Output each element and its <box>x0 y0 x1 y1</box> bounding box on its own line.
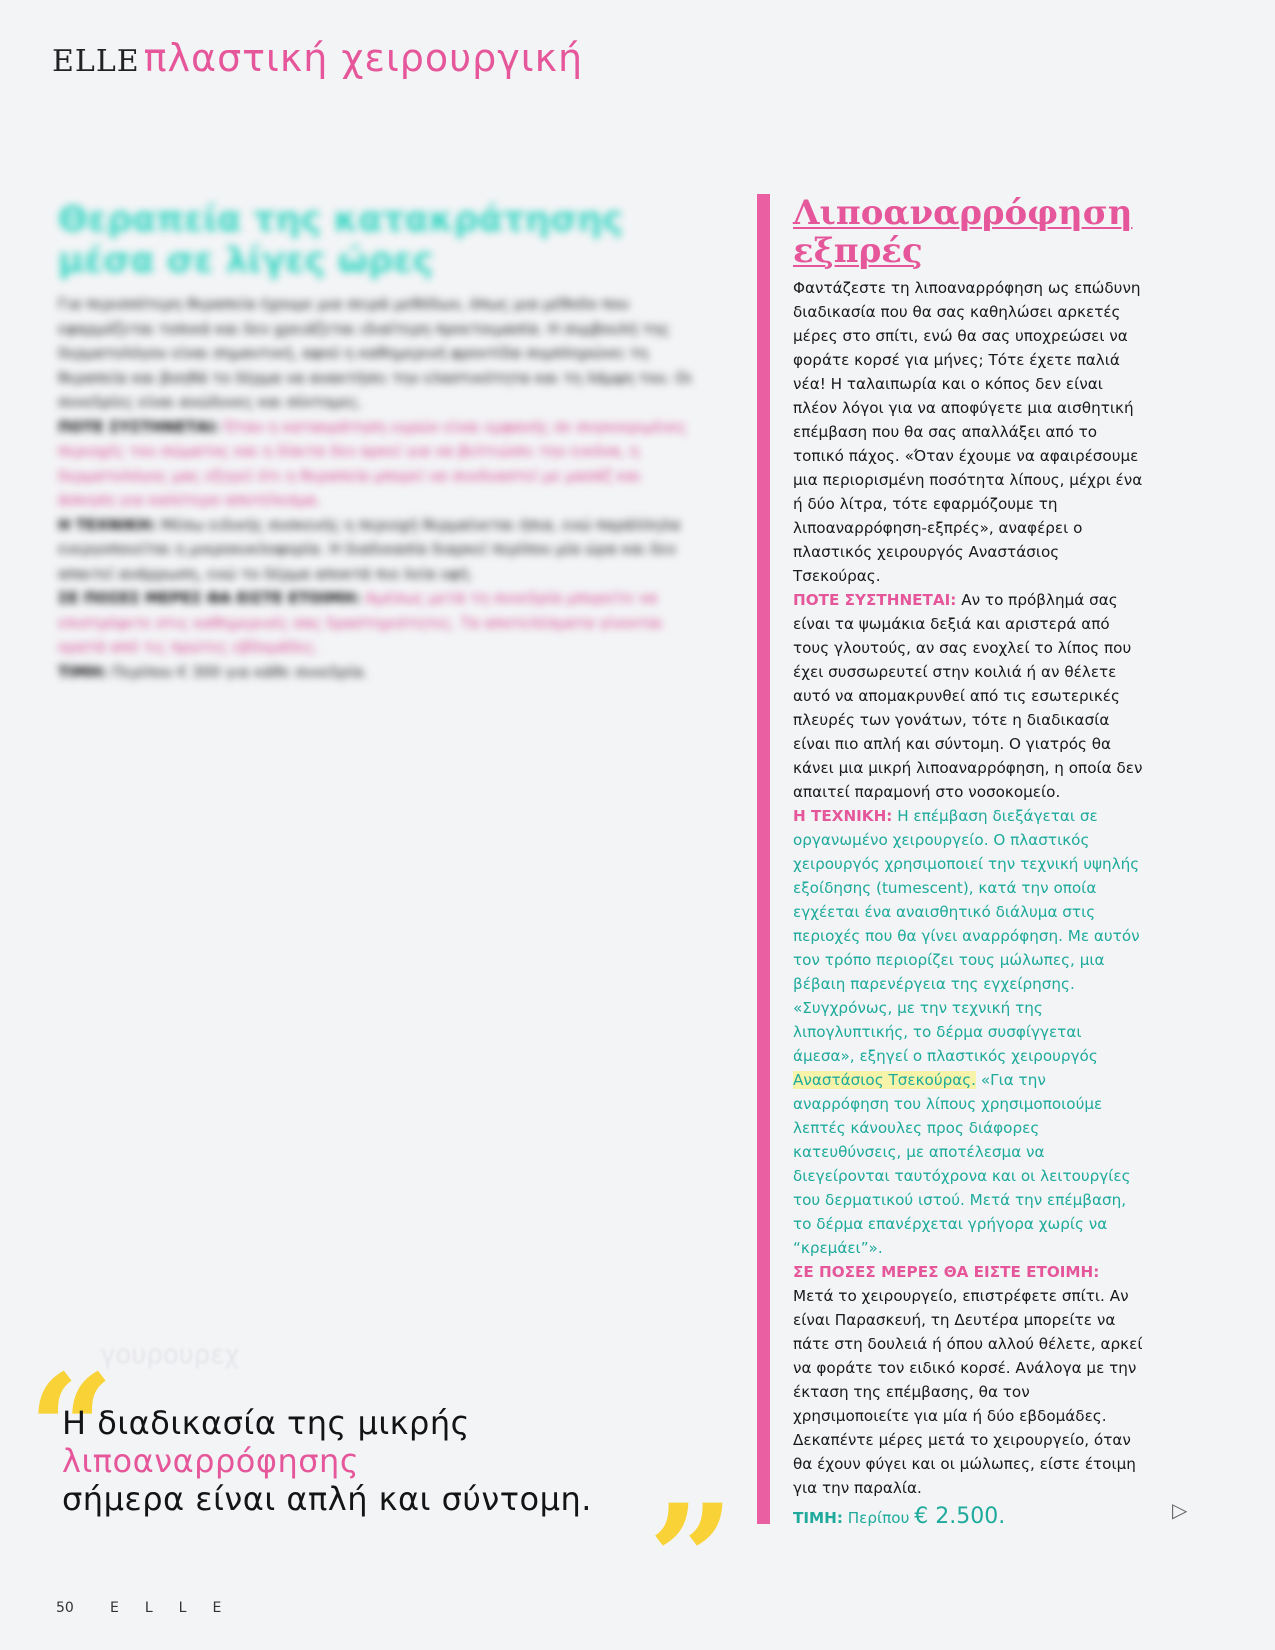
quote-ghost-text: γουρουρεχ <box>100 1340 240 1370</box>
heading-recovery: ΣΕ ΠΟΣΕΣ ΜΕΡΕΣ ΘΑ ΕΙΣΤΕ ΕΤΟΙΜΗ: <box>793 1263 1100 1281</box>
sidebar-section-technique: Η ΤΕΧΝΙΚΗ: Η επέμβαση διεξάγεται σε οργανωμένο χειρουργείο. Ο πλαστικός χειρουργός χρησιμοποιεί την τεχνική υψηλής εξοίδησης (tumescent), κατά την οποία εγχέεται ένα αναισθητικό διάλυμα στις περιοχές που θα γίνει αναρρόφηση. Με αυτόν τον τρόπο περιορίζει τους μώλωπες, μια βέβαιη παρενέργεια της εγχείρησης. «Συγχρόνως, με την τεχνική της λιπογλυπτικής, το δέρμα συσφίγγεται άμεσα», εξηγεί ο πλαστικός χειρουργός Αναστάσιος Τσεκούρας. «Για την αναρρόφηση του λίπους χρησιμοποιούμε λεπτές κάνουλες προς διάφορες κατευθύνσεις, με αποτέλεσμα να διεγείρονται ταυτόχρονα και οι λειτουργίες του δερματικού ιστού. Μετά την επέμβαση, το δέρμα επανέρχεται γρήγορα χωρίς να “κρεμάει”». <box>793 807 1140 1257</box>
pull-quote-line-2: λιποαναρρόφησης <box>62 1442 360 1480</box>
price-line: ΤΙΜΗ: Περίπου € 2.500. <box>793 1504 1006 1529</box>
highlighted-surgeon-name: Αναστάσιος Τσεκούρας. <box>793 1071 976 1089</box>
footer-magazine-name: ELLE <box>110 1600 248 1616</box>
blurred-heading-when: ΠΟΤΕ ΣΥΣΤΗΝΕΤΑΙ: <box>58 417 220 436</box>
magazine-logo: ELLE <box>52 44 140 79</box>
blurred-section-when: ΠΟΤΕ ΣΥΣΤΗΝΕΤΑΙ: Όταν η κατακράτηση υγρών είναι εμφανής σε συγκεκριμένες περιοχές του σώματος και η δίαιτα δεν αρκεί για να βελτιώσει την εικόνα, η δερματολόγος μας εξηγεί ότι η θεραπεία μπορεί να συνδυαστεί με μασάζ και άσκηση για καλύτερο αποτέλεσμα. <box>58 417 687 509</box>
sidebar-article-title <box>793 194 1145 270</box>
heading-technique: Η ΤΕΧΝΙΚΗ: <box>793 807 893 825</box>
blurred-heading-technique: Η ΤΕΧΝΙΚΗ: <box>58 515 157 534</box>
sidebar-title-line-2: εξπρές <box>793 231 923 271</box>
blurred-section-technique: Η ΤΕΧΝΙΚΗ: Μέσω ειδικής συσκευής η περιοχή θερμαίνεται ήπια, ενώ παράλληλα ενεργοποιείται η μικροκυκλοφορία. Η διαδικασία διαρκεί περίπου μία ώρα και δεν απαιτεί ανάρρωση, ενώ το δέρμα αποκτά πιο λεία υφή. <box>58 515 681 583</box>
sidebar-section-recovery: ΣΕ ΠΟΣΕΣ ΜΕΡΕΣ ΘΑ ΕΙΣΤΕ ΕΤΟΙΜΗ: Μετά το χειρουργείο, επιστρέφετε σπίτι. Αν είναι Παρασκευή, τη Δευτέρα μπορείτε να πάτε στη δουλειά ή όπου αλλού θέλετε, αρκεί να φοράτε τον ειδικό κορσέ. Ανάλογα με την έκταση της επέμβασης, θα τον χρησιμοποιείτε για μία ή δύο εβδομάδες. Δεκαπέντε μέρες μετά το χειρουργείο, όταν θα έχουν φύγει και οι μώλωπες, είστε έτοιμη για την παραλία. <box>793 1263 1143 1497</box>
pink-divider-bar <box>757 194 770 1524</box>
pull-quote <box>62 1404 742 1518</box>
page-number: 50 <box>56 1600 74 1616</box>
pull-quote-line-3: σήμερα είναι απλή και σύντομη. <box>62 1480 592 1518</box>
price-label: ΤΙΜΗ: <box>793 1509 843 1527</box>
section-title: πλαστική χειρουργική <box>143 36 584 80</box>
pull-quote-line-1: Η διαδικασία της μικρής <box>62 1404 470 1442</box>
blurred-section-recovery: ΣΕ ΠΟΣΕΣ ΜΕΡΕΣ ΘΑ ΕΙΣΤΕ ΕΤΟΙΜΗ: Αμέσως μετά τη συνεδρία μπορείτε να επιστρέψετε στις καθημερινές σας δραστηριότητες. Τα αποτελέσματα γίνονται ορατά από τις πρώτες εβδομάδες. <box>58 589 664 656</box>
blurred-article-intro: Για περισσότερη θεραπεία έχουμε μια σειρά μεθόδων, όπως μια μέθοδο που εφαρμόζεται τοπικά και δεν χρειάζεται ιδιαίτερη προετοιμασία. Η συμβουλή της δερματολόγου είναι σημαντική, αφού η καθημερινή φροντίδα συμπληρώνει τη θεραπεία και βοηθά το δέρμα να ανακτήσει την ελαστικότητα και τη λάμψη του. Οι συνεδρίες είναι ανώδυνες και σύντομες. <box>58 295 693 411</box>
blurred-article-title: Θεραπεία της κατακράτησης μέσα σε λίγες ώρες <box>58 200 623 281</box>
open-quote-icon: “ <box>28 1342 115 1518</box>
sidebar-intro: Φαντάζεστε τη λιποαναρρόφηση ως επώδυνη διαδικασία που θα σας καθηλώσει αρκετές μέρες στο σπίτι, ενώ θα σας υποχρεώσει να φοράτε κορσέ για μήνες; Τότε έχετε παλιά νέα! Η ταλαιπωρία και ο κόπος δεν είναι πλέον λόγοι για να αποφύγετε μια αισθητική επέμβαση που θα σας απαλλάξει από το τοπικό πάχος. «Όταν έχουμε να αφαιρέσουμε μια περιορισμένη ποσότητα λίπους, μέχρι ένα ή δύο λίτρα, τότε εφαρμόζουμε τη λιποαναρρόφηση-εξπρές», αναφέρει ο πλαστικός χειρουργός Αναστάσιος Τσεκούρας. <box>793 279 1143 585</box>
page-header <box>52 36 583 80</box>
next-page-arrow-icon: ▷ <box>1172 1498 1188 1522</box>
sidebar-title-line-1: Λιποαναρρόφηση <box>793 193 1133 233</box>
heading-when: ΠΟΤΕ ΣΥΣΤΗΝΕΤΑΙ: <box>793 591 957 609</box>
blurred-heading-recovery: ΣΕ ΠΟΣΕΣ ΜΕΡΕΣ ΘΑ ΕΙΣΤΕ ΕΤΟΙΜΗ: <box>58 589 361 607</box>
sidebar-article <box>793 194 1145 1529</box>
price-amount: € 2.500. <box>914 1504 1006 1529</box>
sidebar-section-when: ΠΟΤΕ ΣΥΣΤΗΝΕΤΑΙ: Αν το πρόβλημά σας είναι τα ψωμάκια δεξιά και αριστερά από τους γλουτούς, αν σας ενοχλεί το λίπος που έχει συσσωρευτεί στην κοιλιά ή αν θέλετε αυτό να απομακρυνθεί από τις εσωτερικές πλευρές των γονάτων, τότε η διαδικασία είναι πιο απλή και σύντομη. Ο γιατρός θα κάνει μια μικρή λιποαναρρόφηση, η οποία δεν απαιτεί παραμονή στο νοσοκομείο. <box>793 591 1143 801</box>
blurred-article <box>58 200 698 684</box>
close-quote-icon: ” <box>648 1472 735 1648</box>
blurred-price: ΤΙΜΗ: Περίπου € 300 για κάθε συνεδρία. <box>58 662 368 681</box>
